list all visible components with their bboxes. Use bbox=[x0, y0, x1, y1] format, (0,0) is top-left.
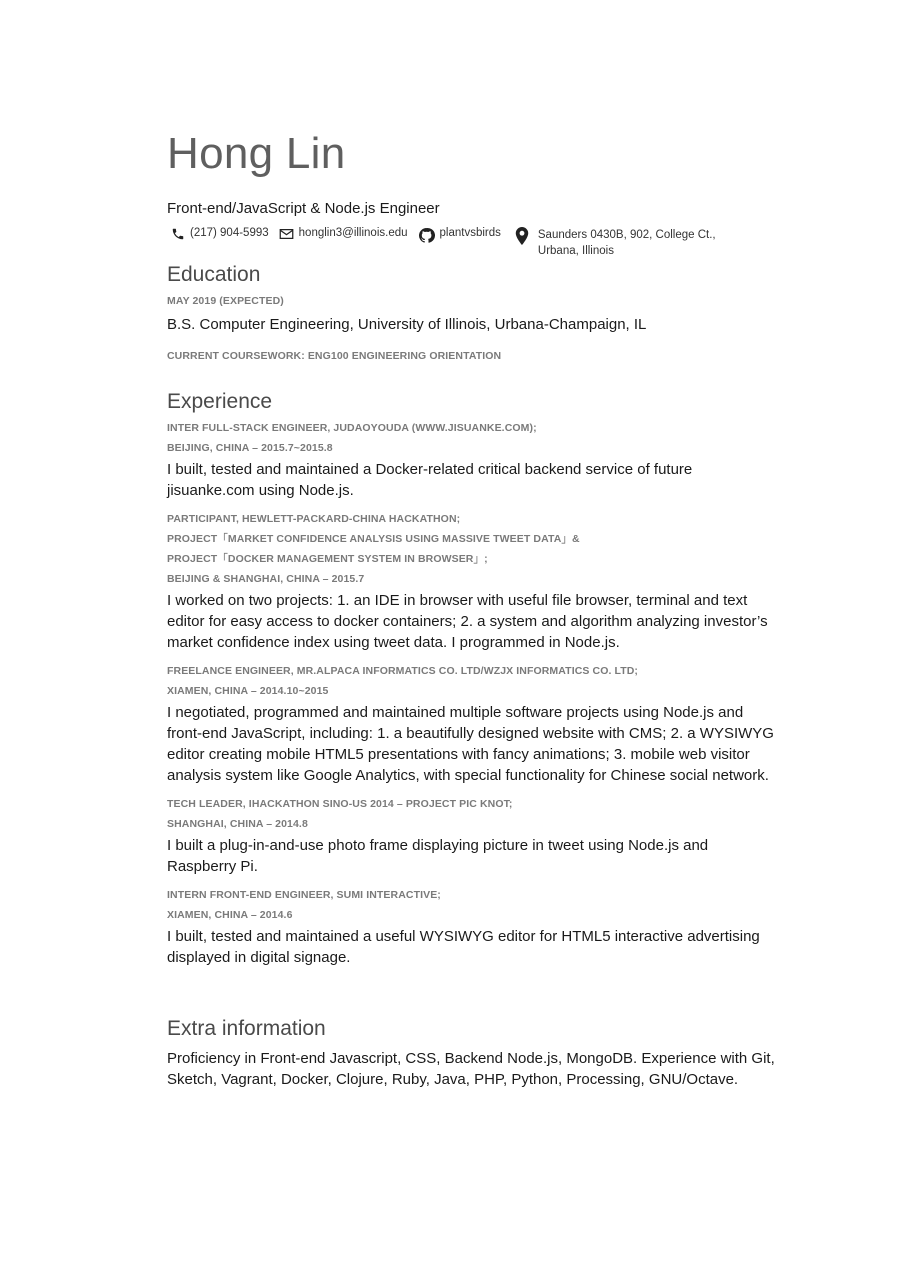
education-date: MAY 2019 (EXPECTED) bbox=[167, 295, 284, 307]
contact-address bbox=[515, 227, 743, 259]
envelope-icon bbox=[279, 227, 294, 241]
experience-entry bbox=[167, 885, 777, 968]
email-link[interactable]: honglin3@illinois.edu bbox=[298, 227, 408, 239]
experience-meta-line: INTER FULL-STACK ENGINEER, JUDAOYOUDA (WWW.JISUANKE.COM); bbox=[167, 422, 537, 434]
education-degree: B.S. Computer Engineering, University of Illinois, Urbana-Champaign, IL bbox=[167, 316, 647, 333]
experience-description: I negotiated, programmed and maintained multiple software projects using Node.js and front-end JavaScript, including: 1. a beautifully designed website with CMS; 2. a WYSIWYG editor creating mobile HTML5 presentations with fancy animations; 3. mobile web visitor analysis system like Google Analytics, with special functionality for Chinese social network. bbox=[167, 704, 774, 784]
education-section bbox=[167, 262, 777, 366]
experience-description: I worked on two projects: 1. an IDE in browser with useful file browser, terminal and text editor for easy access to docker containers; 2. a system and algorithm analyzing investor’s market confidence index using tweet data. I programmed in Node.js. bbox=[167, 592, 768, 651]
extra-section bbox=[167, 1016, 777, 1090]
map-pin-icon bbox=[515, 227, 529, 245]
address-text: Saunders 0430B, 902, College Ct., Urbana, Illinois bbox=[537, 229, 716, 257]
experience-section bbox=[167, 389, 777, 968]
education-heading: Education bbox=[167, 263, 261, 286]
experience-entry bbox=[167, 661, 777, 786]
extra-heading: Extra information bbox=[167, 1017, 326, 1040]
experience-entry bbox=[167, 794, 777, 877]
extra-text: Proficiency in Front-end Javascript, CSS, Backend Node.js, MongoDB. Experience with Git, Sketch, Vagrant, Docker, Clojure, Ruby, Java, PHP, Python, Processing, GNU/Octave. bbox=[167, 1050, 775, 1088]
education-coursework: CURRENT COURSEWORK: ENG100 ENGINEERING ORIENTATION bbox=[167, 350, 502, 362]
experience-meta-line: PROJECT「DOCKER MANAGEMENT SYSTEM IN BROWSER」; bbox=[167, 553, 488, 565]
contact-row bbox=[167, 227, 777, 259]
experience-meta-line: FREELANCE ENGINEER, MR.ALPACA INFORMATICS CO. LTD/WZJX INFORMATICS CO. LTD; bbox=[167, 665, 639, 677]
resume-page bbox=[167, 128, 777, 1090]
experience-meta-line: PARTICIPANT, HEWLETT-PACKARD-CHINA HACKATHON; bbox=[167, 513, 461, 525]
experience-heading: Experience bbox=[167, 390, 273, 413]
experience-meta-line: SHANGHAI, CHINA – 2014.8 bbox=[167, 818, 308, 830]
experience-meta-line: XIAMEN, CHINA – 2014.10~2015 bbox=[167, 685, 329, 697]
contact-phone bbox=[171, 227, 269, 241]
experience-entry bbox=[167, 509, 777, 653]
github-link[interactable]: plantvsbirds bbox=[439, 227, 501, 239]
github-icon bbox=[418, 227, 435, 244]
experience-description: I built, tested and maintained a Docker-related critical backend service of future jisuanke.com using Node.js. bbox=[167, 461, 693, 499]
experience-meta-line: BEIJING & SHANGHAI, CHINA – 2015.7 bbox=[167, 573, 365, 585]
experience-meta-line: TECH LEADER, IHACKATHON SINO-US 2014 – PROJECT PIC KNOT; bbox=[167, 798, 513, 810]
experience-list bbox=[167, 418, 777, 968]
experience-description: I built a plug-in-and-use photo frame displaying picture in tweet using Node.js and Raspberry Pi. bbox=[167, 837, 709, 875]
experience-meta-line: BEIJING, CHINA – 2015.7~2015.8 bbox=[167, 442, 333, 454]
experience-meta-line: XIAMEN, CHINA – 2014.6 bbox=[167, 909, 293, 921]
experience-entry bbox=[167, 418, 777, 501]
experience-meta-line: INTERN FRONT-END ENGINEER, SUMI INTERACTIVE; bbox=[167, 889, 441, 901]
phone-text[interactable]: (217) 904-5993 bbox=[190, 227, 269, 239]
phone-icon bbox=[171, 227, 185, 241]
contact-email bbox=[279, 227, 408, 241]
experience-meta-line: PROJECT「MARKET CONFIDENCE ANALYSIS USING MASSIVE TWEET DATA」& bbox=[167, 533, 580, 545]
contact-github bbox=[418, 227, 501, 244]
experience-description: I built, tested and maintained a useful WYSIWYG editor for HTML5 interactive advertising displayed in digital signage. bbox=[167, 928, 760, 966]
candidate-name: Hong Lin bbox=[167, 129, 346, 178]
job-title: Front-end/JavaScript & Node.js Engineer bbox=[167, 200, 440, 217]
